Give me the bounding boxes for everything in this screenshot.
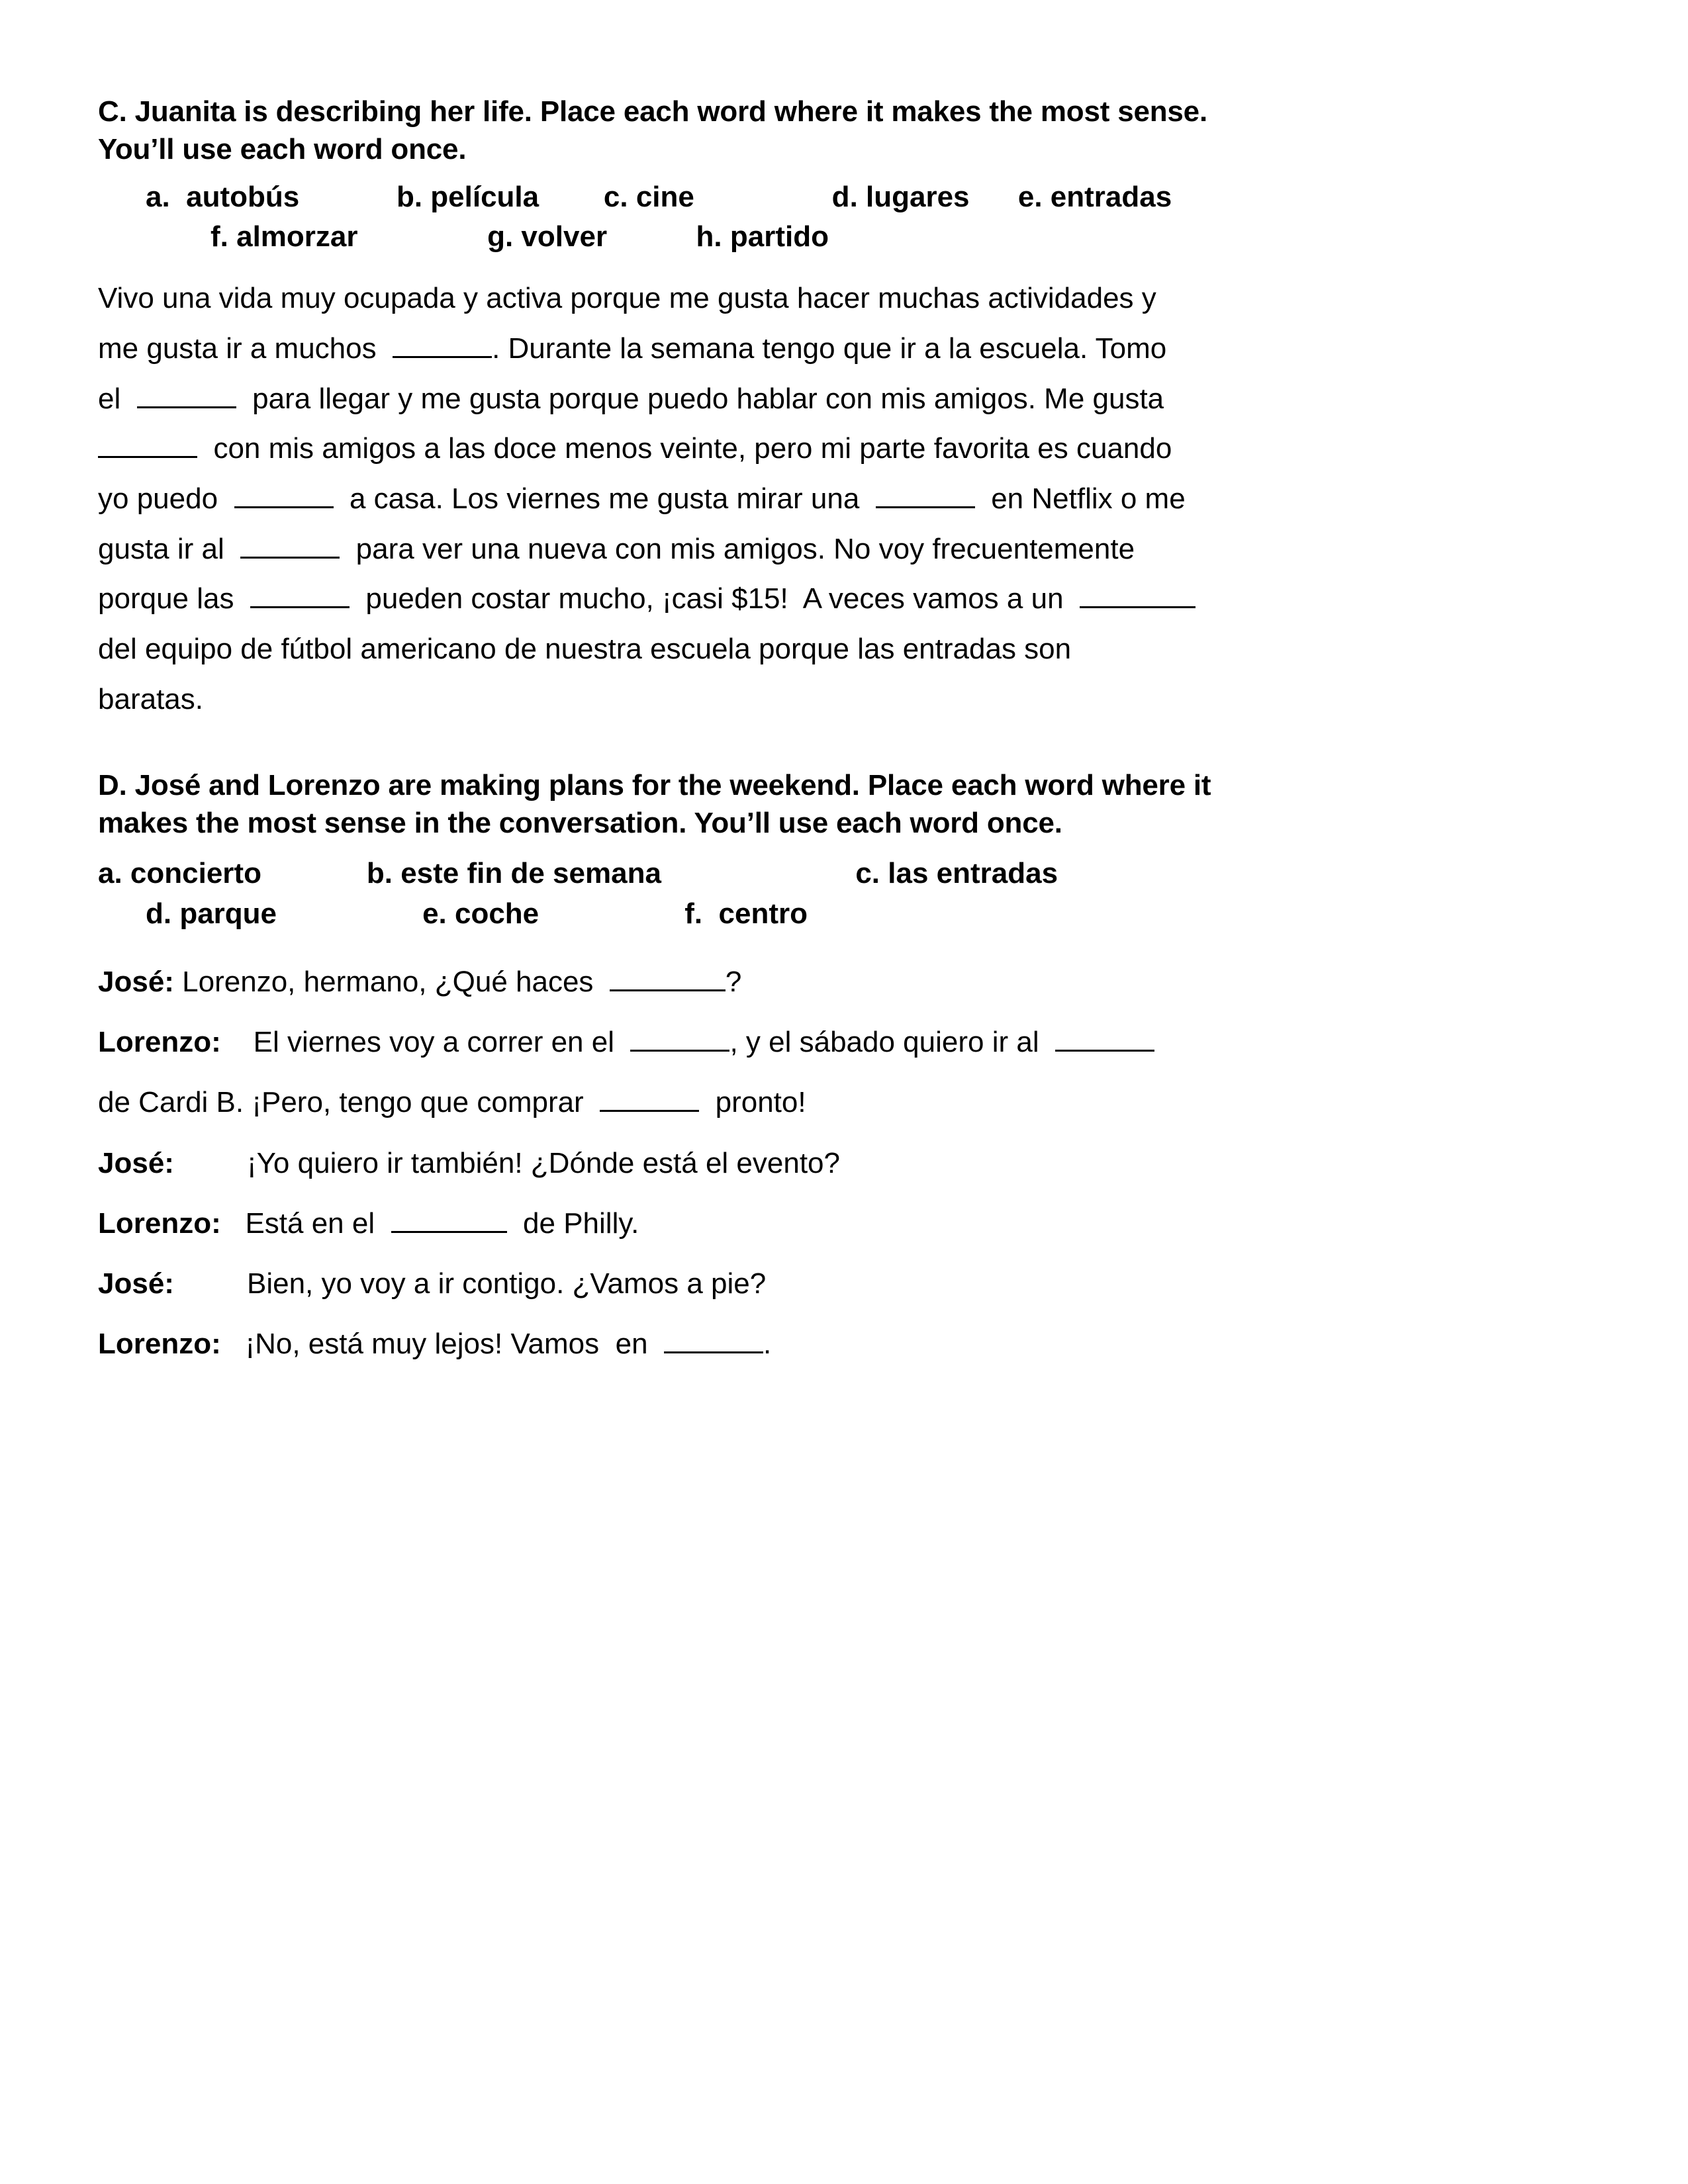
text-run: pronto! (699, 1086, 806, 1119)
text-run: ¡No, está muy lejos! Vamos en (220, 1328, 664, 1361)
text-run: con mis amigos a las doce menos veinte, pero mi parte favorita es cuando (197, 432, 1172, 465)
section-c-paragraph (98, 273, 1582, 724)
text-run: me gusta ir a muchos (98, 332, 393, 365)
text-run: el (98, 382, 137, 415)
text-run: Está en el (220, 1206, 391, 1240)
answer-blank[interactable] (240, 557, 340, 559)
text-run: ? (725, 965, 742, 998)
section-c-wordbank-row-1: a. autobús b. película c. cine d. lugares e. entradas (146, 181, 1172, 214)
text-run: de Philly. (506, 1206, 639, 1240)
answer-blank[interactable] (234, 506, 334, 508)
speaker-label: Lorenzo: (98, 1328, 221, 1361)
answer-blank[interactable] (98, 456, 197, 458)
answer-blank[interactable] (391, 1231, 507, 1233)
text-run: a casa. Los viernes me gusta mirar una (333, 482, 876, 515)
paragraph-line (98, 474, 1582, 524)
dialogue-line (98, 1140, 1582, 1187)
paragraph-line (98, 524, 1582, 574)
section-c-wordbank-row-2: f. almorzar g. volver h. partido (211, 220, 829, 253)
answer-blank[interactable] (630, 1050, 729, 1052)
text-run: para llegar y me gusta porque puedo hablar con mis amigos. Me gusta (236, 382, 1164, 415)
speaker-label: Lorenzo: (98, 1026, 221, 1059)
text-run: Bien, yo voy a ir contigo. ¿Vamos a pie? (173, 1267, 767, 1300)
dialogue-line (98, 1200, 1582, 1247)
answer-blank[interactable] (600, 1110, 699, 1112)
answer-blank[interactable] (610, 989, 726, 991)
speaker-label: José: (98, 1267, 174, 1300)
speaker-label: José: (98, 965, 174, 998)
text-run: baratas. (98, 682, 203, 715)
answer-blank[interactable] (1055, 1050, 1154, 1052)
answer-blank[interactable] (1080, 606, 1196, 608)
paragraph-line (98, 674, 1582, 725)
dialogue-line (98, 1320, 1582, 1367)
section-c-prompt-line1: C. Juanita is describing her life. Place each word where it makes the most sense. (98, 95, 1207, 128)
paragraph-line (98, 273, 1582, 324)
text-run: ¡Yo quiero ir también! ¿Dónde está el evento? (173, 1146, 841, 1179)
section-d-wordbank-row-1: a. concierto b. este fin de semana c. las entradas (98, 856, 1058, 889)
text-run: . Durante la semana tengo que ir a la escuela. Tomo (492, 332, 1167, 365)
answer-blank[interactable] (664, 1351, 763, 1353)
text-run: para ver una nueva con mis amigos. No voy frecuentemente (340, 532, 1135, 565)
answer-blank[interactable] (137, 406, 236, 408)
section-d-dialogue (98, 958, 1582, 1368)
dialogue-line (98, 1260, 1582, 1307)
text-run: , y el sábado quiero ir al (729, 1026, 1056, 1059)
section-d-prompt (98, 766, 1582, 842)
paragraph-line (98, 374, 1582, 424)
dialogue-line (98, 1079, 1582, 1126)
answer-blank[interactable] (250, 606, 350, 608)
paragraph-line (98, 574, 1582, 624)
section-c-prompt (98, 93, 1582, 168)
section-d-prompt-line1: D. José and Lorenzo are making plans for the weekend. Place each word where it (98, 769, 1211, 802)
text-run: del equipo de fútbol americano de nuestra escuela porque las entradas son (98, 632, 1072, 665)
section-c-prompt-line2: You’ll use each word once. (98, 133, 467, 166)
answer-blank[interactable] (876, 506, 975, 508)
text-run: yo puedo (98, 482, 234, 515)
speaker-label: José: (98, 1146, 174, 1179)
text-run: . (763, 1328, 772, 1361)
answer-blank[interactable] (393, 356, 492, 358)
text-run: gusta ir al (98, 532, 241, 565)
speaker-label: Lorenzo: (98, 1206, 221, 1240)
paragraph-line (98, 424, 1582, 474)
text-run: El viernes voy a correr en el (220, 1026, 631, 1059)
text-run: pueden costar mucho, ¡casi $15! A veces vamos a un (349, 582, 1080, 615)
text-run: porque las (98, 582, 250, 615)
section-d-wordbank (98, 853, 1582, 934)
section-d (98, 766, 1582, 1367)
text-run: de Cardi B. ¡Pero, tengo que comprar (98, 1086, 600, 1119)
section-d-wordbank-row-2: d. parque e. coche f. centro (146, 897, 808, 931)
section-gap (98, 724, 1582, 766)
section-c (98, 93, 1582, 724)
section-c-wordbank (98, 177, 1582, 256)
text-run: Vivo una vida muy ocupada y activa porque me gusta hacer muchas actividades y (98, 282, 1156, 315)
dialogue-line (98, 958, 1582, 1005)
text-run: en Netflix o me (974, 482, 1186, 515)
section-d-prompt-line2: makes the most sense in the conversation. You’ll use each word once. (98, 807, 1062, 840)
paragraph-line (98, 624, 1582, 674)
dialogue-line (98, 1019, 1582, 1066)
paragraph-line (98, 324, 1582, 374)
text-run: Lorenzo, hermano, ¿Qué haces (173, 965, 610, 998)
